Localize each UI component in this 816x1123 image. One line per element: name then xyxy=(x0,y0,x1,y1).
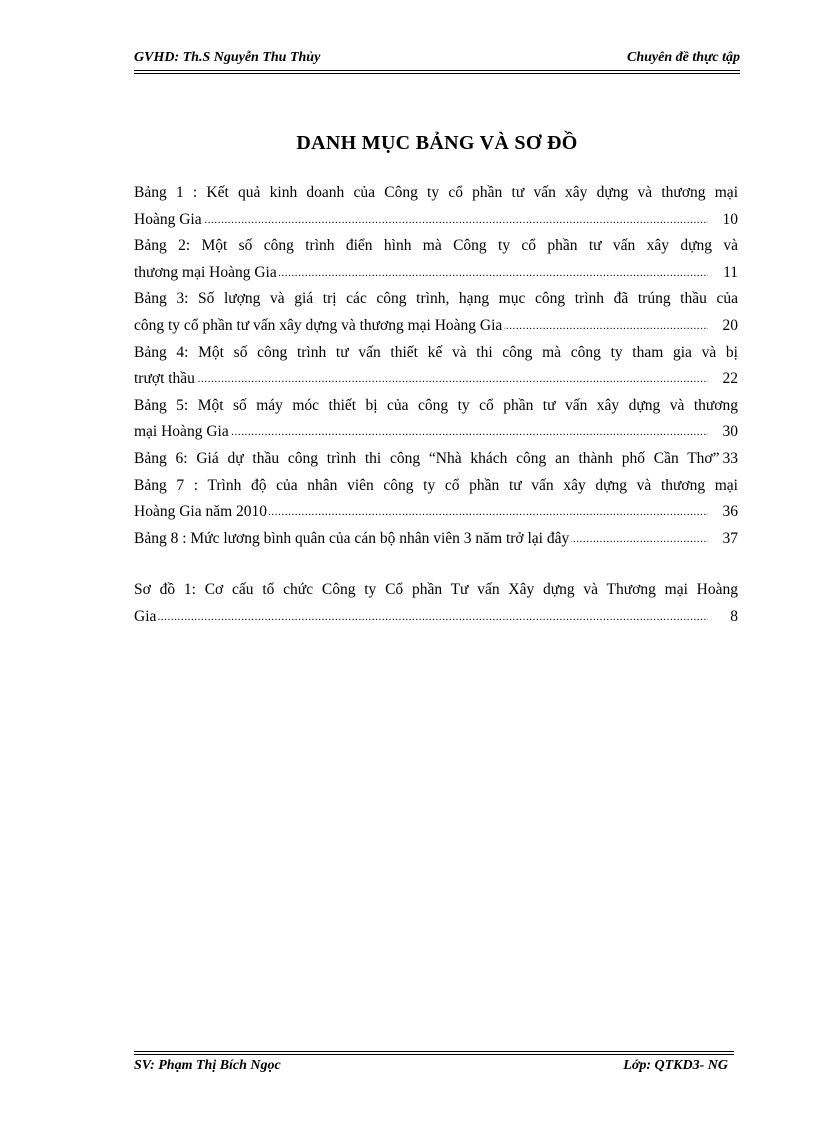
list-item-bang-3[interactable] xyxy=(134,286,738,339)
list-item-bang-6[interactable] xyxy=(134,446,738,473)
entry-page-number: 30 xyxy=(722,423,738,441)
entry-page-number: 36 xyxy=(722,503,738,521)
page-title: DANH MỤC BẢNG VÀ SƠ ĐỒ xyxy=(296,132,578,154)
entry-text-cont: công ty cổ phần tư vấn xây dựng và thương mại Hoàng Gia xyxy=(134,316,503,334)
header-rule xyxy=(134,70,740,74)
list-item-so-do-1[interactable] xyxy=(134,577,738,630)
entry-text: Bảng 3: Số lượng và giá trị các công trình, hạng mục công trình đã trúng thầu của xyxy=(134,290,738,308)
header-report-type: Chuyên đề thực tập xyxy=(626,50,740,65)
page-header xyxy=(134,48,740,68)
list-item-bang-8[interactable] xyxy=(134,526,738,553)
entry-text-cont: Hoàng Gia xyxy=(134,210,202,228)
table-list xyxy=(134,180,738,631)
header-supervisor: GVHD: Th.S Nguyễn Thu Thủy xyxy=(134,50,321,65)
entry-text: Sơ đồ 1: Cơ cấu tổ chức Công ty Cổ phần Tư vấn Xây dựng và Thương mại Hoàng xyxy=(134,581,738,599)
footer-class: Lớp: QTKD3- NG xyxy=(623,1058,728,1073)
list-item-bang-5[interactable] xyxy=(134,393,738,446)
entry-text: Bảng 4: Một số công trình tư vấn thiết kế và thi công mà công ty tham gia và bị xyxy=(134,343,738,361)
entry-text-cont: thương mại Hoàng Gia xyxy=(134,263,277,281)
list-item-bang-4[interactable] xyxy=(134,340,738,393)
footer-rule xyxy=(134,1051,734,1055)
list-item-bang-1[interactable] xyxy=(134,180,738,233)
entry-page-number: 37 xyxy=(722,529,738,547)
list-item-bang-2[interactable] xyxy=(134,233,738,286)
entry-text: Bảng 8 : Mức lương bình quân của cán bộ nhân viên 3 năm trở lại đây xyxy=(134,529,570,547)
entry-page-number: 20 xyxy=(722,316,738,334)
entry-page-number: 22 xyxy=(722,370,738,388)
entry-page-number: 8 xyxy=(730,607,738,625)
entry-text: Bảng 5: Một số máy móc thiết bị của công ty cổ phần tư vấn xây dựng và thương xyxy=(134,396,738,414)
page-footer xyxy=(134,1058,734,1078)
entry-page-number: 10 xyxy=(722,210,738,228)
entry-text-cont: Hoàng Gia năm 2010 xyxy=(134,503,268,521)
entry-text: Bảng 6: Giá dự thầu công trình thi công “Nhà khách công an thành phố Cần Thơ” xyxy=(134,449,720,467)
footer-student: SV: Phạm Thị Bích Ngọc xyxy=(134,1058,281,1073)
list-item-bang-7[interactable] xyxy=(134,473,738,526)
entry-text: Bảng 2: Một số công trình điển hình mà Công ty cổ phần tư vấn xây dựng và xyxy=(134,237,738,255)
entry-page-number: 11 xyxy=(723,263,738,281)
entry-text-cont: trượt thầu xyxy=(134,370,195,388)
entry-text-cont: Gia xyxy=(134,607,157,625)
entry-text: Bảng 1 : Kết quả kinh doanh của Công ty cổ phần tư vấn xây dựng và thương mại xyxy=(134,184,738,201)
entry-text-cont: mại Hoàng Gia xyxy=(134,423,229,441)
entry-text: Bảng 7 : Trình độ của nhân viên công ty cổ phần tư vấn xây dựng và thương mại xyxy=(134,476,738,494)
entry-page-number: 33 xyxy=(722,449,738,467)
